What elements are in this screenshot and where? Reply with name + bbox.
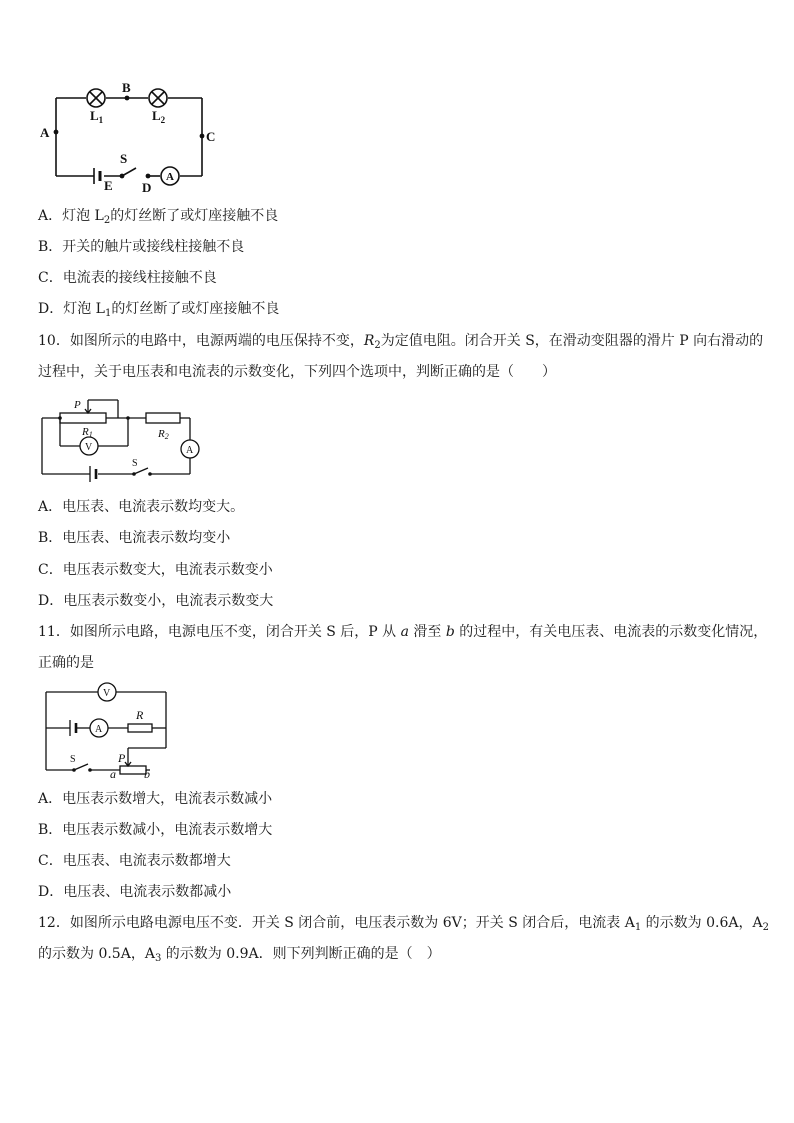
q10-stem-line1: 10．如图所示的电路中，电源两端的电压保持不变，$R_2$为定值电阻。闭合开关 S，在滑动变阻器的滑片 P 向右滑动的 xyxy=(38,333,764,351)
label-c: C xyxy=(206,129,216,144)
lamp-l2-icon xyxy=(149,89,167,107)
q9-option-c: C．电流表的接线柱接触不良 xyxy=(38,270,217,286)
q11-option-d: D．电压表、电流表示数都减小 xyxy=(38,884,232,900)
q11-option-b: B．电压表示数减小，电流表示数增大 xyxy=(38,822,273,838)
lamp-l1-icon xyxy=(87,89,105,107)
q10-option-b: B．电压表、电流表示数均变小 xyxy=(38,530,231,546)
label-e: E xyxy=(104,178,113,193)
label-r2: R2 xyxy=(158,428,169,441)
ammeter-label: A xyxy=(186,445,194,456)
circuit-diagram-q11 xyxy=(40,682,180,782)
q10-option-c: C．电压表示数变大，电流表示数变小 xyxy=(38,562,273,578)
q11-stem-line1: 11．如图所示电路，电源电压不变，闭合开关 S 后，P 从 a 滑至 b 的过程中，有关电压表、电流表的示数变化情况， xyxy=(38,624,768,640)
label-s: S xyxy=(120,151,128,166)
label-s: S xyxy=(132,458,138,469)
circuit-diagram-q9 xyxy=(36,80,226,195)
ammeter-label: A xyxy=(166,171,174,183)
ammeter-label: A xyxy=(95,724,103,735)
q9-option-b: B．开关的触片或接线柱接触不良 xyxy=(38,239,245,255)
q11-stem-line2: 正确的是 xyxy=(38,655,94,671)
label-l2: $L_2$ xyxy=(152,108,166,125)
label-p: P xyxy=(118,751,126,765)
label-l1: $L_1$ xyxy=(90,108,104,125)
label-a: A xyxy=(40,125,50,140)
q10-option-a: A．电压表、电流表示数均变大。 xyxy=(38,499,245,515)
q10-option-d: D．电压表示数变小，电流表示数变大 xyxy=(38,593,274,609)
label-b: B xyxy=(122,80,131,95)
q9-option-a: A．灯泡 $L_2$的灯丝断了或灯座接触不良 xyxy=(38,208,279,226)
q12-stem-line1: 12．如图所示电路电源电压不变．开关 S 闭合前，电压表示数为 6V；开关 S 闭合后，电流表 $A_1$ 的示数为 0.6A，$A_2$ xyxy=(38,915,769,933)
label-r1: R1 xyxy=(82,426,93,439)
label-a-end: a xyxy=(110,767,116,781)
circuit-diagram-q10 xyxy=(40,394,220,484)
q11-option-c: C．电压表、电流表示数都增大 xyxy=(38,853,231,869)
label-p: P xyxy=(74,399,81,411)
voltmeter-label: V xyxy=(103,688,111,699)
label-d: D xyxy=(142,180,152,195)
q12-stem-line2: 的示数为 0.5A，$A_3$ 的示数为 0.9A．则下列判断正确的是（ ） xyxy=(38,946,441,964)
voltmeter-label: V xyxy=(85,442,93,453)
label-s: S xyxy=(70,754,76,765)
q9-option-d: D．灯泡 $L_1$的灯丝断了或灯座接触不良 xyxy=(38,301,280,319)
q10-stem-line2: 过程中，关于电压表和电流表的示数变化，下列四个选项中，判断正确的是（ ） xyxy=(38,364,556,380)
label-b-end: b xyxy=(144,767,150,781)
q11-option-a: A．电压表示数增大，电流表示数减小 xyxy=(38,791,273,807)
label-r: R xyxy=(136,708,144,722)
